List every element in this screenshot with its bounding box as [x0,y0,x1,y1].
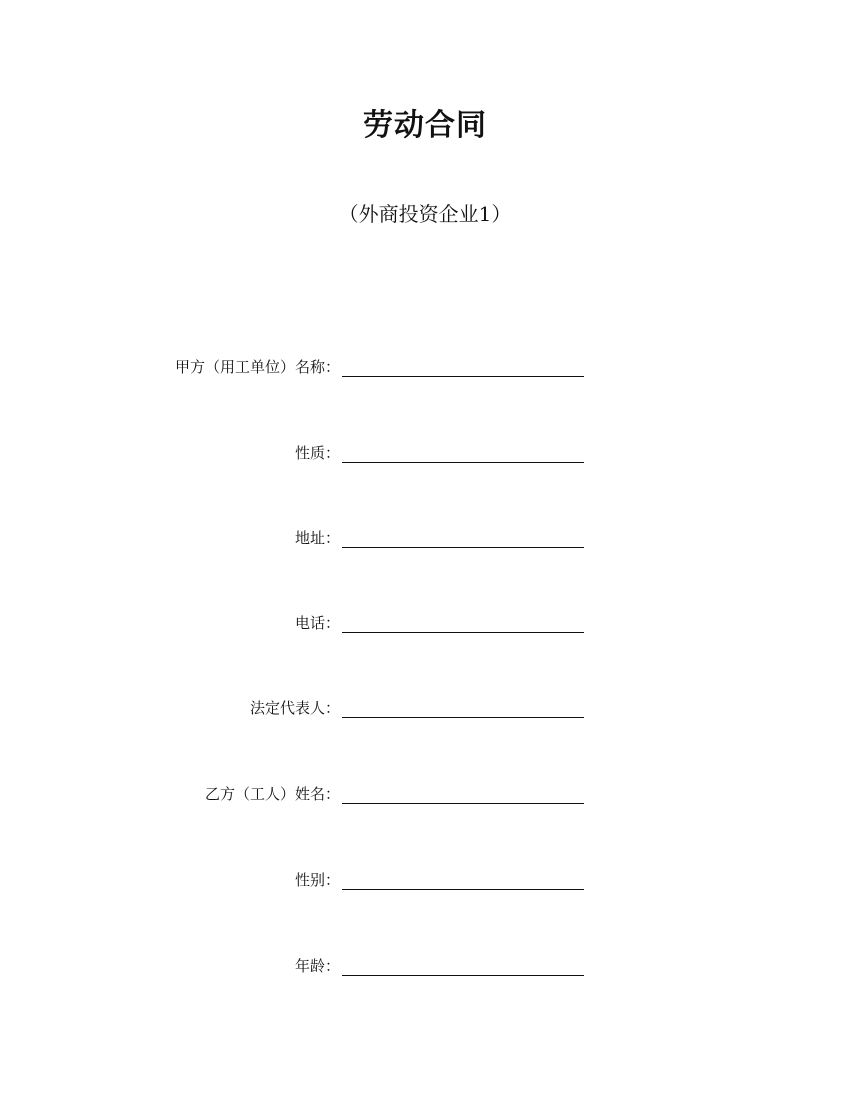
document-title: 劳动合同 [363,108,487,143]
field-phone [0,613,850,637]
field-label: 乙方（工人）姓名： [204,785,340,803]
field-label: 法定代表人： [249,699,340,717]
fill-in-blank[interactable] [342,462,584,463]
field-nature [0,443,850,467]
field-legal-representative [0,698,850,722]
fill-in-blank[interactable] [342,632,584,633]
fill-in-blank[interactable] [342,803,584,804]
field-worker-name [0,784,850,808]
field-gender [0,870,850,894]
field-age [0,956,850,980]
field-label: 地址： [294,529,340,547]
fill-in-blank[interactable] [342,547,584,548]
fill-in-blank[interactable] [342,376,584,377]
field-employer-name [0,357,850,381]
fill-in-blank[interactable] [342,889,584,890]
field-address [0,528,850,552]
field-label: 性别： [294,871,340,889]
document-subtitle: （外商投资企业1） [338,202,512,226]
fill-in-blank[interactable] [342,717,584,718]
field-label: 电话： [294,614,340,632]
field-label: 甲方（用工单位）名称： [174,358,340,376]
field-label: 性质： [294,444,340,462]
field-label: 年龄： [294,957,340,975]
fill-in-blank[interactable] [342,975,584,976]
